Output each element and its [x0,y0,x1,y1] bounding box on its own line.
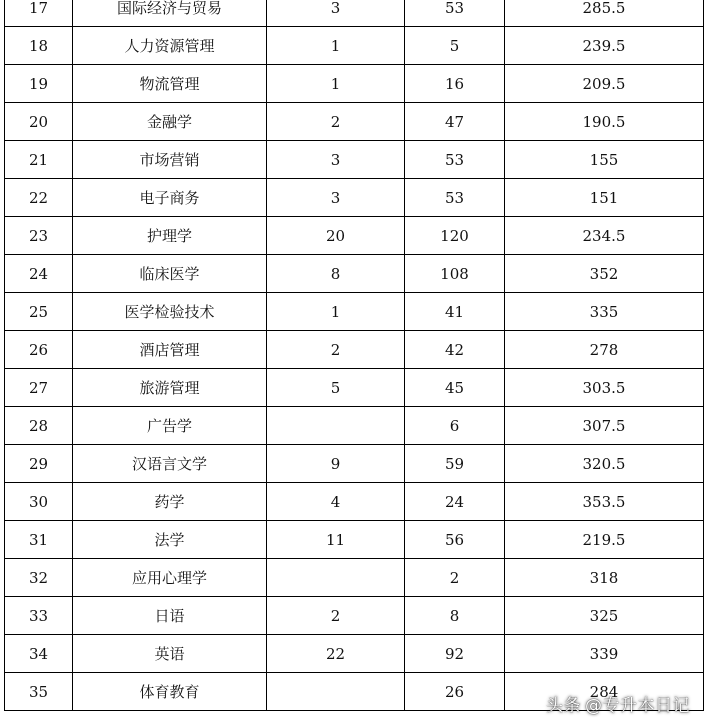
applicant-count-cell: 53 [405,0,505,27]
watermark-handle: @专升本日记 [585,696,690,716]
row-number-cell: 21 [5,141,73,179]
applicant-count-cell: 53 [405,179,505,217]
plan-count-cell: 9 [267,445,405,483]
score-cell: 155 [505,141,704,179]
plan-count-cell: 4 [267,483,405,521]
score-cell: 320.5 [505,445,704,483]
plan-count-cell: 22 [267,635,405,673]
table-row [5,483,704,521]
table-row [5,445,704,483]
major-name-cell: 体育教育 [73,673,267,711]
applicant-count-cell: 6 [405,407,505,445]
plan-count-cell: 1 [267,27,405,65]
row-number-cell: 31 [5,521,73,559]
major-name-cell: 药学 [73,483,267,521]
table-row [5,65,704,103]
score-cell: 239.5 [505,27,704,65]
plan-count-cell: 1 [267,65,405,103]
score-cell: 352 [505,255,704,293]
plan-count-cell [267,407,405,445]
plan-count-cell: 2 [267,103,405,141]
plan-count-cell: 3 [267,179,405,217]
applicant-count-cell: 47 [405,103,505,141]
major-name-cell: 旅游管理 [73,369,267,407]
row-number-cell: 28 [5,407,73,445]
table-row [5,369,704,407]
row-number-cell: 26 [5,331,73,369]
score-cell: 353.5 [505,483,704,521]
applicant-count-cell: 26 [405,673,505,711]
major-name-cell: 临床医学 [73,255,267,293]
table-body [5,0,704,711]
major-name-cell: 电子商务 [73,179,267,217]
table-row [5,521,704,559]
score-cell: 151 [505,179,704,217]
applicant-count-cell: 45 [405,369,505,407]
table-row [5,141,704,179]
table-row [5,559,704,597]
table-row [5,635,704,673]
applicant-count-cell: 92 [405,635,505,673]
plan-count-cell: 8 [267,255,405,293]
row-number-cell: 24 [5,255,73,293]
table-row [5,179,704,217]
score-cell: 209.5 [505,65,704,103]
score-cell: 307.5 [505,407,704,445]
table-row [5,293,704,331]
plan-count-cell: 1 [267,293,405,331]
score-cell: 335 [505,293,704,331]
applicant-count-cell: 108 [405,255,505,293]
score-cell: 234.5 [505,217,704,255]
plan-count-cell: 11 [267,521,405,559]
applicant-count-cell: 8 [405,597,505,635]
major-name-cell: 人力资源管理 [73,27,267,65]
score-cell: 285.5 [505,0,704,27]
row-number-cell: 29 [5,445,73,483]
score-cell: 303.5 [505,369,704,407]
row-number-cell: 25 [5,293,73,331]
score-cell: 339 [505,635,704,673]
table-row [5,217,704,255]
plan-count-cell: 2 [267,597,405,635]
score-cell: 278 [505,331,704,369]
score-cell: 318 [505,559,704,597]
table-row [5,597,704,635]
plan-count-cell: 5 [267,369,405,407]
watermark-source: 头条 [546,696,581,716]
major-name-cell: 医学检验技术 [73,293,267,331]
applicant-count-cell: 56 [405,521,505,559]
plan-count-cell [267,559,405,597]
row-number-cell: 19 [5,65,73,103]
applicant-count-cell: 59 [405,445,505,483]
plan-count-cell [267,673,405,711]
major-name-cell: 英语 [73,635,267,673]
applicant-count-cell: 41 [405,293,505,331]
major-name-cell: 汉语言文学 [73,445,267,483]
plan-count-cell: 2 [267,331,405,369]
major-name-cell: 护理学 [73,217,267,255]
score-cell: 284 [505,673,704,711]
major-name-cell: 法学 [73,521,267,559]
table-row [5,27,704,65]
score-cell: 325 [505,597,704,635]
applicant-count-cell: 24 [405,483,505,521]
applicant-count-cell: 42 [405,331,505,369]
plan-count-cell: 20 [267,217,405,255]
table-row [5,331,704,369]
applicant-count-cell: 16 [405,65,505,103]
table-row [5,255,704,293]
table-row [5,407,704,445]
score-cell: 190.5 [505,103,704,141]
major-name-cell: 应用心理学 [73,559,267,597]
row-number-cell: 34 [5,635,73,673]
major-name-cell: 广告学 [73,407,267,445]
score-cell: 219.5 [505,521,704,559]
row-number-cell: 20 [5,103,73,141]
major-name-cell: 国际经济与贸易 [73,0,267,27]
major-name-cell: 物流管理 [73,65,267,103]
row-number-cell: 27 [5,369,73,407]
row-number-cell: 23 [5,217,73,255]
table-row [5,0,704,27]
applicant-count-cell: 5 [405,27,505,65]
applicant-count-cell: 2 [405,559,505,597]
row-number-cell: 32 [5,559,73,597]
row-number-cell: 22 [5,179,73,217]
row-number-cell: 33 [5,597,73,635]
row-number-cell: 18 [5,27,73,65]
row-number-cell: 30 [5,483,73,521]
watermark [546,691,690,716]
applicant-count-cell: 53 [405,141,505,179]
admission-table [4,0,704,711]
plan-count-cell: 3 [267,0,405,27]
major-name-cell: 日语 [73,597,267,635]
major-name-cell: 酒店管理 [73,331,267,369]
row-number-cell: 17 [5,0,73,27]
applicant-count-cell: 120 [405,217,505,255]
major-name-cell: 市场营销 [73,141,267,179]
plan-count-cell: 3 [267,141,405,179]
table-row [5,103,704,141]
row-number-cell: 35 [5,673,73,711]
major-name-cell: 金融学 [73,103,267,141]
